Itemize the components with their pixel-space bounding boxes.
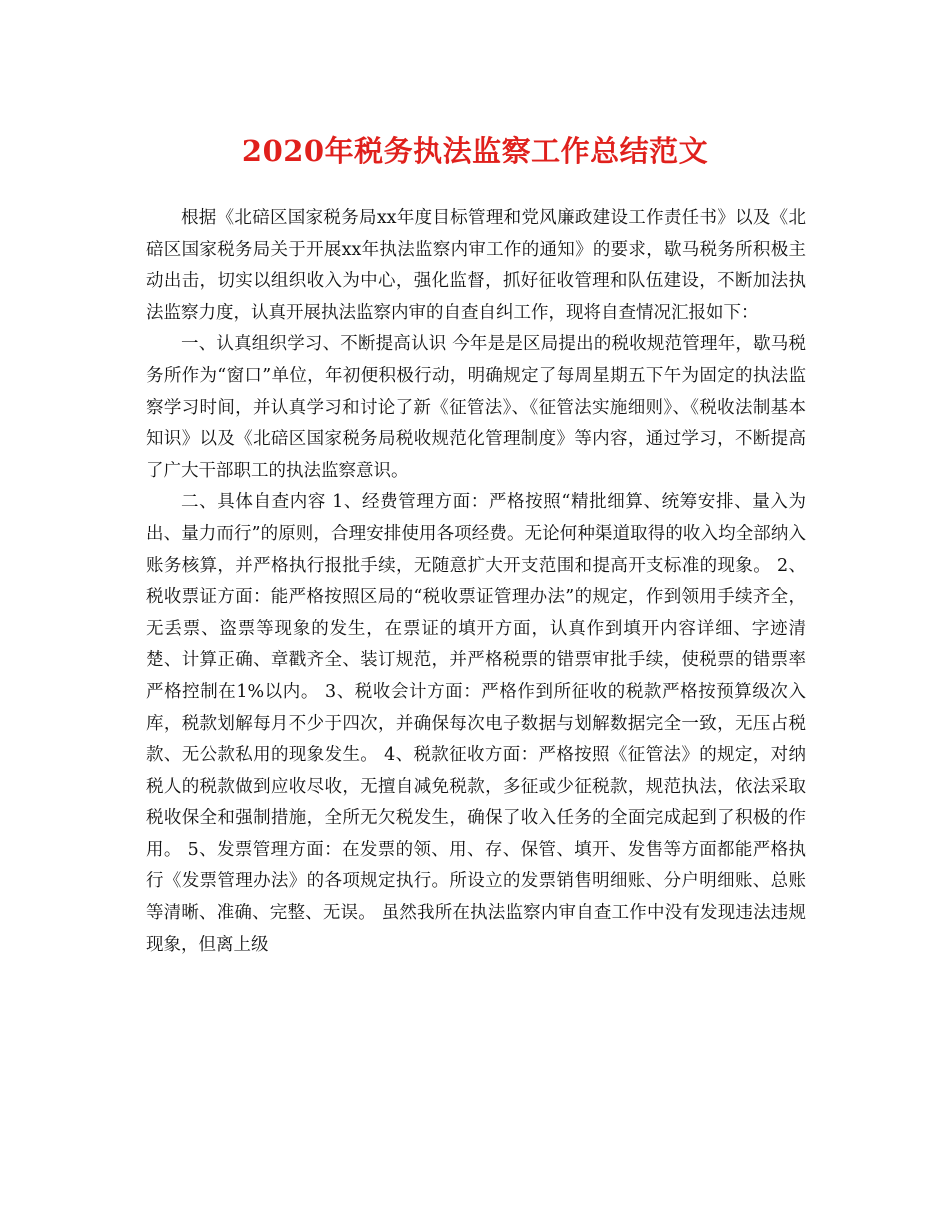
paragraph-section-1: 一、认真组织学习、不断提高认识 今年是是区局提出的税收规范管理年，歇马税务所作为“窗口”单位，年初便积极行动，明确规定了每周星期五下午为固定的执法监察学习时间，并认真学习和讨论了新《征管法》、《征管法实施细则》、《税收法制基本知识》以及《北碚区国家税务局税收规范化管理制度》等内容，通过学习，不断提高了广大干部职工的执法监察意识。 bbox=[146, 334, 806, 481]
paragraph-intro: 根据《北碚区国家税务局xx年度目标管理和党风廉政建设工作责任书》以及《北碚区国家税务局关于开展xx年执法监察内审工作的通知》的要求，歇马税务所积极主动出击，切实以组织收入为中心，强化监督，抓好征收管理和队伍建设，不断加法执法监察力度，认真开展执法监察内审的自查自纠工作，现将自查情况汇报如下： bbox=[146, 208, 806, 323]
document-title: 2020年税务执法监察工作总结范文 bbox=[241, 134, 709, 168]
paragraph-section-2: 二、具体自查内容 1、经费管理方面：严格按照“精批细算、统筹安排、量入为出、量力而行”的原则，合理安排使用各项经费。无论何种渠道取得的收入均全部纳入账务核算，并严格执行报批手续，无随意扩大开支范围和提高开支标准的现象。 2、税收票证方面：能严格按照区局的“税收票证管理办法”的规定，作到领用手续齐全，无丢票、盗票等现象的发生，在票证的填开方面，认真作到填开内容详细、字迹清楚、计算正确、章戳齐全、装订规范，并严格税票的错票审批手续，使税票的错票率严格控制在1%以内。 3、税收会计方面：严格作到所征收的税款严格按预算级次入库，税款划解每月不少于四次，并确保每次电子数据与划解数据完全一致，无压占税款、无公款私用的现象发生。 4、税款征收方面：严格按照《征管法》的规定，对纳税人的税款做到应收尽收，无擅自减免税款，多征或少征税款，规范执法，依法采取税收保全和强制措施，全所无欠税发生，确保了收入任务的全面完成起到了积极的作用。 5、发票管理方面：在发票的领、用、存、保管、填开、发售等方面都能严格执行《发票管理办法》的各项规定执行。所设立的发票销售明细账、分户明细账、总账等清晰、准确、完整、无误。 虽然我所在执法监察内审自查工作中没有发现违法违规现象，但离上级 bbox=[146, 492, 806, 955]
document-body bbox=[146, 203, 806, 961]
